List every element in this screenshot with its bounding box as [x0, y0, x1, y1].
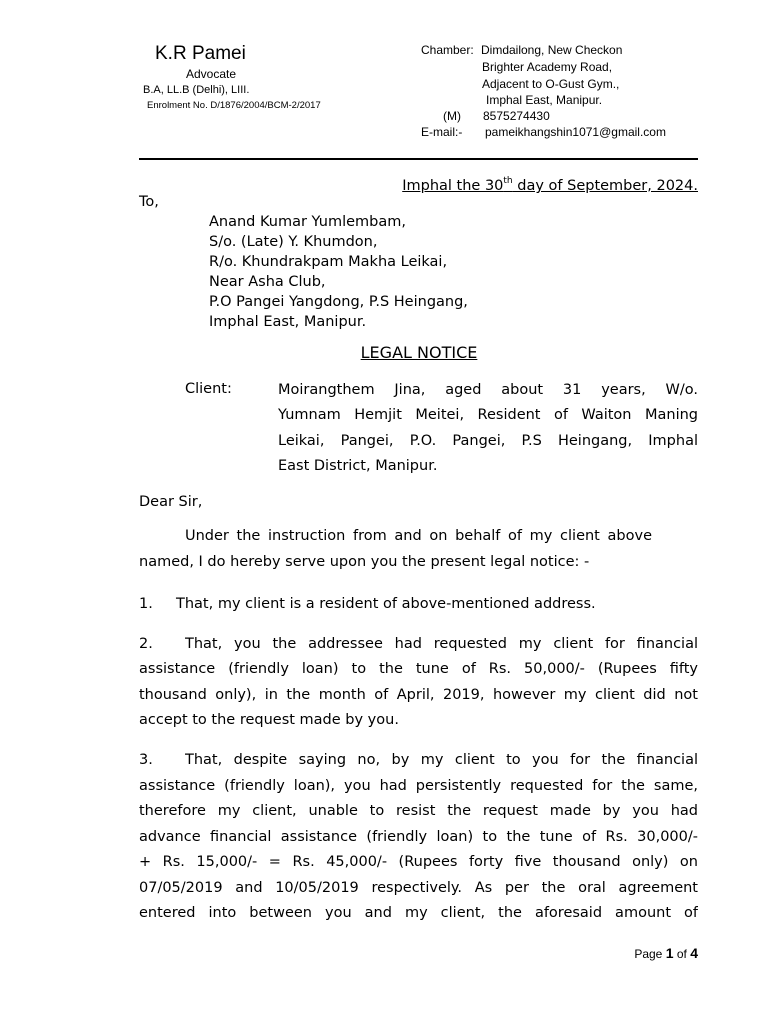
client-line: Leikai, Pangei, P.O. Pangei, P.S Heingang, Imphal	[278, 433, 698, 449]
total-pages: 4	[690, 945, 698, 961]
advocate-name: K.R Pamei	[155, 43, 246, 64]
addressee-line: Near Asha Club,	[209, 274, 326, 290]
addressee-block	[209, 212, 468, 332]
intro-line: named, I do hereby serve upon you the present legal notice: -	[139, 554, 590, 570]
client-label: Client:	[185, 381, 232, 397]
addressee-line: P.O Pangei Yangdong, P.S Heingang,	[209, 294, 468, 310]
mobile-label: (M)	[443, 109, 461, 123]
of-label: of	[676, 947, 687, 961]
paragraph-line: 07/05/2019 and 10/05/2019 respectively. As per the oral agreement	[139, 880, 698, 896]
advocate-title: Advocate	[186, 67, 237, 81]
client-line: Yumnam Hemjit Meitei, Resident of Waiton Maning	[278, 407, 698, 423]
paragraph-line: That, you the addressee had requested my client for financial	[185, 636, 698, 652]
page-number-footer	[634, 945, 698, 961]
email-address: pameikhangshin1071@gmail.com	[485, 125, 666, 139]
paragraph-line: entered into between you and my client, the aforesaid amount of	[139, 905, 698, 921]
paragraph-number: 1.	[139, 596, 153, 612]
advocate-qualifications: B.A, LL.B (Delhi), LIII.	[143, 84, 250, 96]
date-prefix: Imphal the 30	[402, 178, 504, 194]
current-page: 1	[665, 945, 674, 961]
mobile-number: 8575274430	[483, 109, 550, 123]
email-label: E-mail:-	[421, 125, 463, 139]
paragraph-line: That, my client is a resident of above-mentioned address.	[176, 596, 596, 612]
paragraph-line: assistance (friendly loan), you had persistently requested for the same,	[139, 778, 698, 794]
paragraph-line: advance financial assistance (friendly loan) to the tune of Rs. 30,000/-	[139, 829, 698, 845]
chamber-address-line: Brighter Academy Road,	[482, 60, 613, 74]
date-line	[402, 178, 698, 194]
paragraph-line: therefore my client, unable to resist the request made by you had	[139, 803, 698, 819]
chamber-address-line: Imphal East, Manipur.	[486, 93, 603, 107]
salutation: Dear Sir,	[139, 494, 203, 510]
notice-heading: LEGAL NOTICE	[360, 343, 478, 362]
paragraph-number: 2.	[139, 636, 153, 652]
client-line: Moirangthem Jina, aged about 31 years, W/o.	[278, 382, 698, 398]
chamber-label: Chamber:	[421, 43, 474, 57]
addressee-line: S/o. (Late) Y. Khumdon,	[209, 234, 378, 250]
date-suffix: day of September, 2024.	[512, 178, 698, 194]
paragraph-line: + Rs. 15,000/- = Rs. 45,000/- (Rupees forty five thousand only) on	[139, 854, 698, 870]
chamber-address-line: Adjacent to O-Gust Gym.,	[482, 77, 620, 91]
addressee-line: R/o. Khundrakpam Makha Leikai,	[209, 254, 448, 270]
intro-line: Under the instruction from and on behalf of my client above	[185, 528, 652, 544]
date-superscript: th	[503, 176, 513, 186]
paragraph-line: That, despite saying no, by my client to you for the financial	[185, 752, 698, 768]
page-label: Page	[634, 947, 663, 961]
paragraph-line: assistance (friendly loan) to the tune of Rs. 50,000/- (Rupees fifty	[139, 661, 698, 677]
to-label: To,	[139, 194, 159, 210]
enrolment-number: Enrolment No. D/1876/2004/BCM-2/2017	[147, 100, 321, 111]
paragraph-number: 3.	[139, 752, 153, 768]
paragraph-line: thousand only), in the month of April, 2019, however my client did not	[139, 687, 698, 703]
chamber-address-line: Dimdailong, New Checkon	[481, 43, 623, 57]
letterhead-divider	[139, 158, 698, 160]
client-line: East District, Manipur.	[278, 458, 438, 474]
addressee-line: Anand Kumar Yumlembam,	[209, 214, 406, 230]
addressee-line: Imphal East, Manipur.	[209, 314, 367, 330]
paragraph-line: accept to the request made by you.	[139, 712, 399, 728]
